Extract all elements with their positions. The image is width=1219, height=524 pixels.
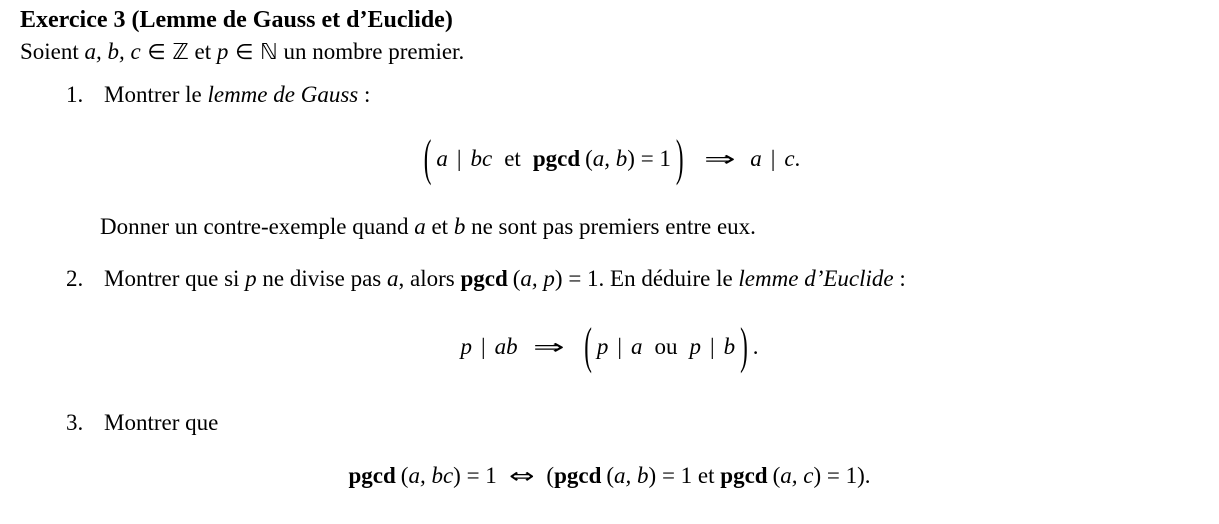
math-variable: a xyxy=(386,266,399,291)
math-variable: p xyxy=(245,266,257,291)
big-left-paren: ( xyxy=(584,318,592,374)
period: . xyxy=(752,334,759,359)
math-variable: p xyxy=(689,334,701,359)
equation-text: ) = 1) xyxy=(813,463,865,488)
pgcd-operator: pgcd xyxy=(720,463,768,488)
item-text: , alors xyxy=(398,266,461,291)
math-variable: b xyxy=(453,214,466,239)
iff-arrow: ⇔ xyxy=(508,464,535,488)
math-variable: a, b, c xyxy=(84,39,141,64)
math-variable: p xyxy=(216,39,229,64)
math-variable: b xyxy=(723,334,736,359)
item-text: Montrer le xyxy=(104,82,208,107)
math-variable: a xyxy=(436,146,448,171)
integers-set-symbol: ℤ xyxy=(172,40,189,65)
element-of-symbol: ∈ xyxy=(140,40,173,64)
math-variable: a, b xyxy=(592,146,628,171)
equation-pgcd-equivalence xyxy=(20,460,1199,492)
note-text: Donner un contre-exemple quand xyxy=(100,214,415,239)
math-variable: p xyxy=(460,334,472,359)
exercise-title: Exercice 3 (Lemme de Gauss et d’Euclide) xyxy=(20,7,453,33)
intro-line xyxy=(20,36,1199,69)
math-variable: a, p xyxy=(520,266,555,291)
pgcd-operator: pgcd xyxy=(348,463,396,488)
equation-gauss-lemma xyxy=(20,130,1199,186)
intro-text: Soient xyxy=(20,39,85,64)
list-number: 1. xyxy=(66,82,84,107)
element-of-symbol: ∈ xyxy=(228,40,261,64)
paren: ( xyxy=(606,463,615,488)
divides-bar: | xyxy=(480,334,486,359)
conjunction-et: et xyxy=(504,146,521,171)
intro-text: et xyxy=(188,39,217,64)
math-variable: bc xyxy=(470,146,493,171)
pgcd-operator: pgcd xyxy=(554,463,602,488)
equation-text: ) = 1 xyxy=(627,146,671,171)
list-item-1 xyxy=(20,79,1199,111)
equation-text: ) = 1 et xyxy=(648,463,721,488)
paren: ( xyxy=(512,266,521,291)
period: . xyxy=(864,463,871,488)
emphasized-term: lemme de Gauss xyxy=(207,82,359,107)
math-variable: ab xyxy=(494,334,518,359)
math-variable: a, bc xyxy=(408,463,454,488)
math-variable: a xyxy=(750,146,762,171)
pgcd-operator: pgcd xyxy=(460,266,508,291)
big-left-paren: ( xyxy=(423,130,432,186)
note-text: ne sont pas premiers entre eux. xyxy=(465,214,756,239)
naturals-set-symbol: ℕ xyxy=(260,40,278,65)
paren: ( xyxy=(772,463,781,488)
item-text: Montrer que si xyxy=(104,266,246,291)
implies-arrow: ⇒ xyxy=(703,147,736,171)
list-item-3 xyxy=(20,407,1199,439)
equation-text: ) = 1 xyxy=(453,463,497,488)
divides-bar: | xyxy=(617,334,622,359)
item-1-note xyxy=(20,211,1199,243)
equation-euclid-lemma xyxy=(20,318,1199,374)
pgcd-operator: pgcd xyxy=(532,146,581,171)
intro-text: un nombre premier. xyxy=(277,39,465,64)
period: . xyxy=(794,146,801,171)
math-variable: a xyxy=(414,214,426,239)
divides-bar: | xyxy=(770,146,776,171)
big-right-paren: ) xyxy=(740,318,748,374)
item-text: : xyxy=(358,82,371,107)
list-number: 3. xyxy=(66,410,84,435)
math-variable: a, b xyxy=(614,463,649,488)
implies-arrow: ⇒ xyxy=(532,335,565,359)
item-text: : xyxy=(893,266,906,291)
math-variable: a, c xyxy=(780,463,814,488)
math-variable: p xyxy=(596,334,609,359)
math-variable: c xyxy=(784,146,795,171)
emphasized-term: lemme d’Euclide xyxy=(738,266,894,291)
math-variable: a xyxy=(630,334,643,359)
list-number: 2. xyxy=(66,266,84,291)
paren: ( xyxy=(546,463,555,488)
divides-bar: | xyxy=(456,146,462,171)
item-text: Montrer que xyxy=(104,410,219,435)
divides-bar: | xyxy=(709,334,715,359)
list-item-2 xyxy=(20,263,1199,295)
item-text: ne divise pas xyxy=(256,266,387,291)
paren: ( xyxy=(585,146,593,171)
item-text: ) = 1. En déduire le xyxy=(554,266,739,291)
note-text: et xyxy=(425,214,454,239)
big-right-paren: ) xyxy=(675,130,684,186)
paren: ( xyxy=(400,463,409,488)
conjunction-ou: ou xyxy=(654,334,678,359)
